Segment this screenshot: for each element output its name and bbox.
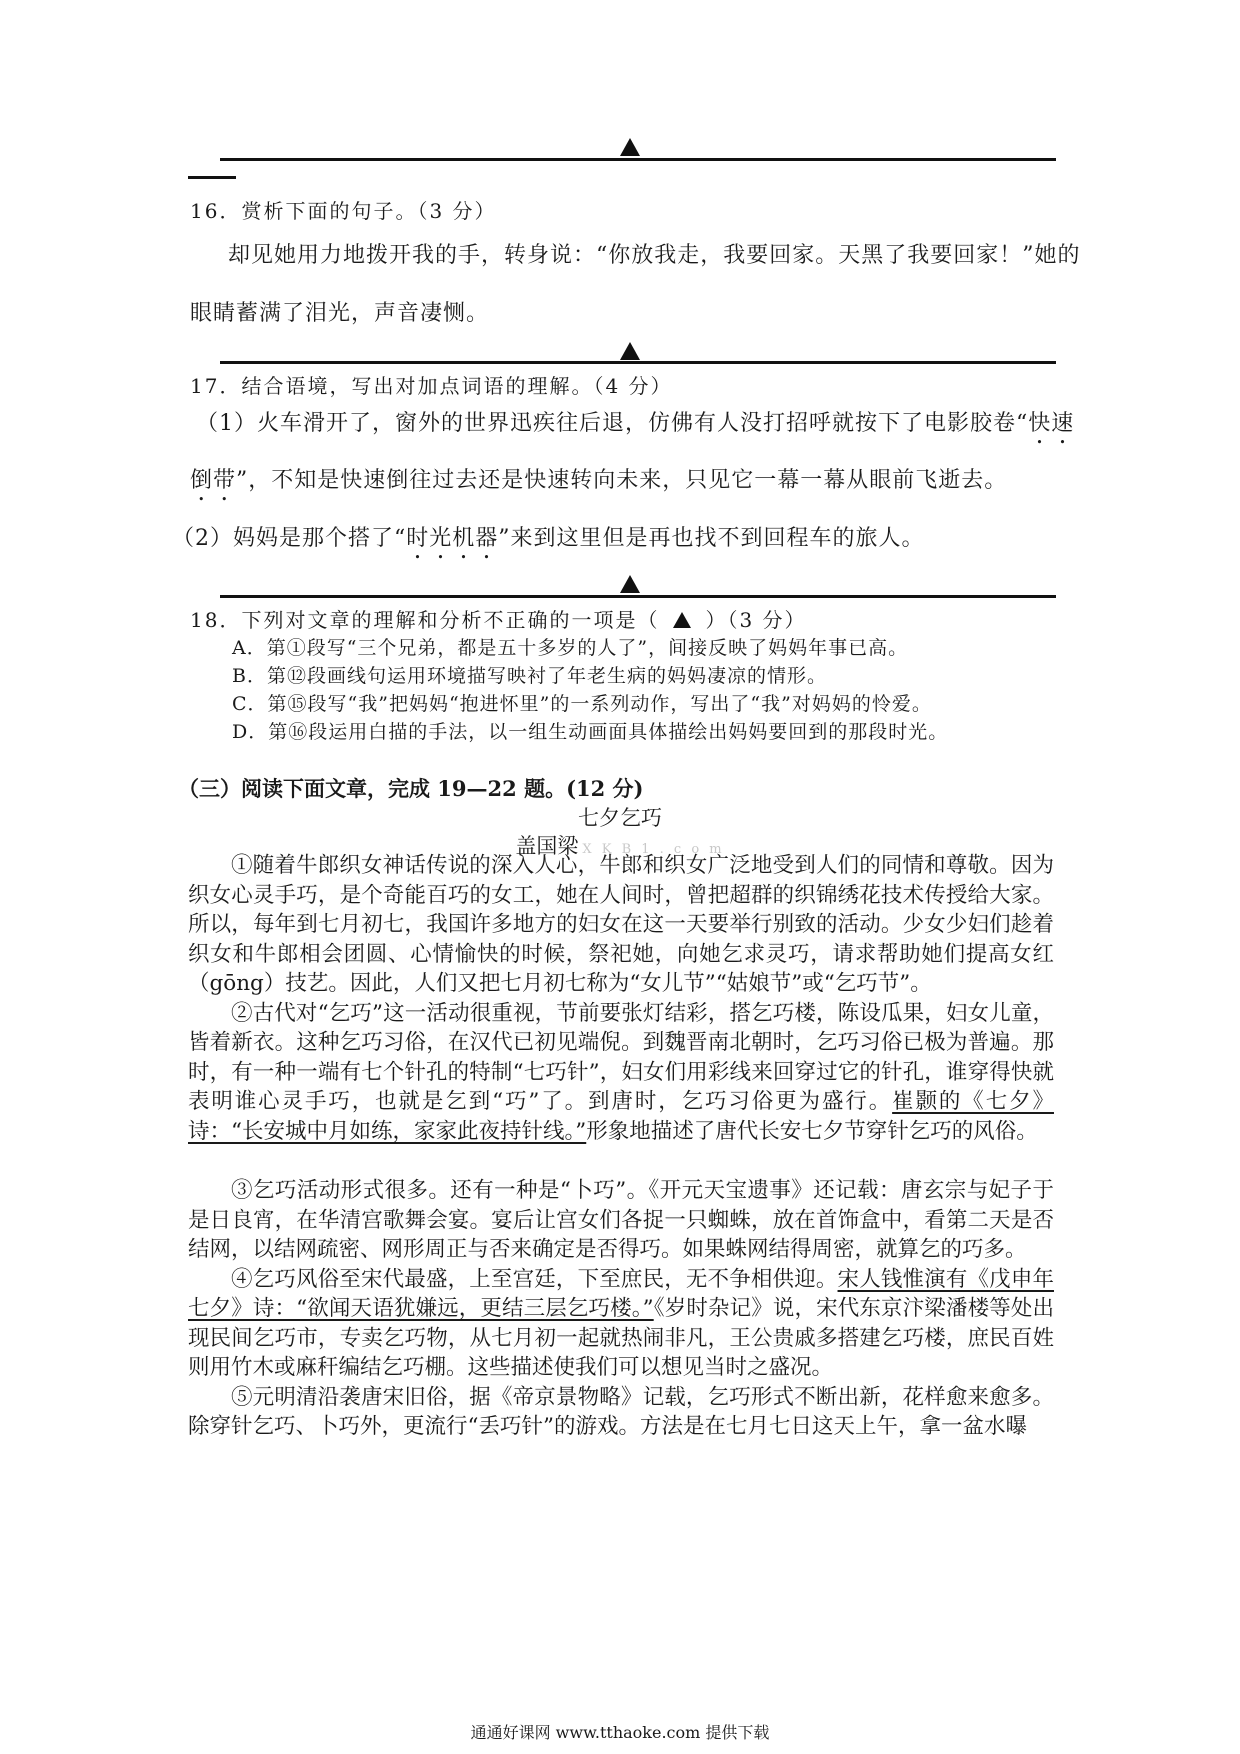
option-c: C．第⑮段写“我”把妈妈“抱进怀里”的一系列动作，写出了“我”对妈妈的怜爱。 xyxy=(232,693,932,715)
question-18-title xyxy=(190,604,807,633)
question-16-sentence-line2: 眼睛蓄满了泪光，声音凄恻。 xyxy=(190,301,490,326)
paragraph-3: ③乞巧活动形式很多。还有一种是“卜巧”。《开元天宝遗事》还记载：唐玄宗与妃子于是日良宵，在华清宫歌舞会宴。宴后让宫女们各捉一只蜘蛛，放在首饰盒中，看第二天是否结网，以结网疏密、网形周正与否来确定是否得巧。如果蛛网结得周密，就算乞的巧多。 xyxy=(188,1178,1054,1262)
short-answer-line xyxy=(188,176,236,179)
page-footer: 通通好课网 www.tthaoke.com 提供下载 xyxy=(470,1723,770,1742)
paragraph-2-text: ②古代对“乞巧”这一活动很重视，节前要张灯结彩，搭乞巧楼，陈设瓜果，妇女儿童，皆着新衣。这种乞巧习俗，在汉代已初见端倪。到魏晋南北朝时，乞巧习俗已极为普遍。那时，有一种一端有七个针孔的特制“七巧针”，妇女们用彩线来回穿过它的针孔，谁穿得快就表明谁心灵手巧，也就是乞到“巧”了。到唐时，乞巧习俗更为盛行。 xyxy=(188,1000,1054,1114)
underlined-sentence: 崔颢的《七夕》诗：“长安城中月如练，家家此夜持针线。” xyxy=(188,1089,1054,1144)
answer-marker-triangle xyxy=(620,342,640,360)
paragraph-4-text: ④乞巧风俗至宋代最盛，上至宫廷，下至庶民，无不争相供迎。 xyxy=(231,1266,838,1292)
article-body xyxy=(188,851,1054,1442)
question-18-title-score: ）（3 分） xyxy=(705,608,807,632)
paragraph-1: ①随着牛郎织女神话传说的深入人心，牛郎和织女广泛地受到人们的同情和尊敬。因为织女心灵手巧，是个奇能百巧的女工，她在人间时，曾把超群的织锦绣花技术传授给大家。所以，每年到七月初七，我国许多地方的妇女在这一天要举行别致的活动。少女少妇们趁着织女和牛郎相会团圆、心情愉快的时候，祭祀她，向她乞求灵巧，请求帮助她们提高女红（gōng）技艺。因此，人们又把七月初七称为“女儿节”“姑娘节”或“乞巧节”。 xyxy=(188,853,1054,996)
question-17-item1-line1 xyxy=(196,406,1074,449)
item1-text: （1）火车滑开了，窗外的世界迅疾往后退，仿佛有人没打招呼就按下了电影胶卷“ xyxy=(196,411,1029,436)
item2-text: ”来到这里但是再也找不到回程车的旅人。 xyxy=(498,526,925,551)
paragraph-2 xyxy=(188,999,1054,1147)
answer-marker-triangle xyxy=(620,138,640,156)
section-3-heading: （三）阅读下面文章，完成 19—22 题。(12 分) xyxy=(178,776,644,801)
answer-line xyxy=(220,595,1056,598)
answer-marker-triangle xyxy=(673,612,691,628)
option-a: A．第①段写“三个兄弟，都是五十多岁的人了”，间接反映了妈妈年事已高。 xyxy=(232,637,909,659)
question-16-title: 16．赏析下面的句子。（3 分） xyxy=(190,199,497,223)
underlined-sentence: 宋人钱惟演有《戊申年七夕》诗：“欲闻天语犹嫌远，更结三层乞巧楼。” xyxy=(188,1266,1054,1321)
answer-marker-triangle xyxy=(620,575,640,593)
paragraph-4 xyxy=(188,1265,1054,1383)
watermark: X K B 1 . c o m xyxy=(582,842,725,857)
answer-line xyxy=(220,361,1056,364)
dotted-word: 时光机器 xyxy=(406,526,499,551)
paragraph-2-text: 形象地描述了唐代长安七夕节穿针乞巧的风俗。 xyxy=(586,1118,1038,1144)
question-16-sentence-line1: 却见她用力地拨开我的手，转身说：“你放我走，我要回家。天黑了我要回家！”她的 xyxy=(228,243,1081,268)
question-17-item1-line2 xyxy=(190,463,1007,506)
option-d: D．第⑯段运用白描的手法，以一组生动画面具体描绘出妈妈要回到的那段时光。 xyxy=(232,721,949,743)
question-18-title-text: 18．下列对文章的理解和分析不正确的一项是（ xyxy=(190,608,660,632)
paragraph-gap xyxy=(188,1146,1054,1176)
question-17-title: 17．结合语境，写出对加点词语的理解。（4 分） xyxy=(190,374,673,398)
dotted-word: 倒带 xyxy=(190,468,237,493)
answer-line xyxy=(220,158,1056,161)
option-b: B．第⑫段画线句运用环境描写映衬了年老生病的妈妈凄凉的情形。 xyxy=(232,665,827,687)
article-title: 七夕乞巧 xyxy=(578,806,662,830)
paragraph-4-text: 《岁时杂记》说，宋代东京汴梁潘楼等处出现民间乞巧市，专卖乞巧物，从七月初一起就热闹非凡，王公贵戚多搭建乞巧楼，庶民百姓则用竹木或麻秆编结乞巧棚。这些描述使我们可以想见当时之盛况。 xyxy=(188,1296,1054,1380)
article-author: 盖国梁 xyxy=(515,834,579,858)
paragraph-5: ⑤元明清沿袭唐宋旧俗，据《帝京景物略》记载，乞巧形式不断出新，花样愈来愈多。除穿针乞巧、卜巧外，更流行“丢巧针”的游戏。方法是在七月七日这天上午，拿一盆水曝 xyxy=(188,1384,1054,1439)
item2-text: （2）妈妈是那个搭了“ xyxy=(172,526,407,551)
dotted-word: 快速 xyxy=(1028,411,1075,436)
item1-text: ”，不知是快速倒往过去还是快速转向未来，只见它一幕一幕从眼前飞逝去。 xyxy=(236,468,1008,493)
question-17-item2 xyxy=(172,521,925,564)
